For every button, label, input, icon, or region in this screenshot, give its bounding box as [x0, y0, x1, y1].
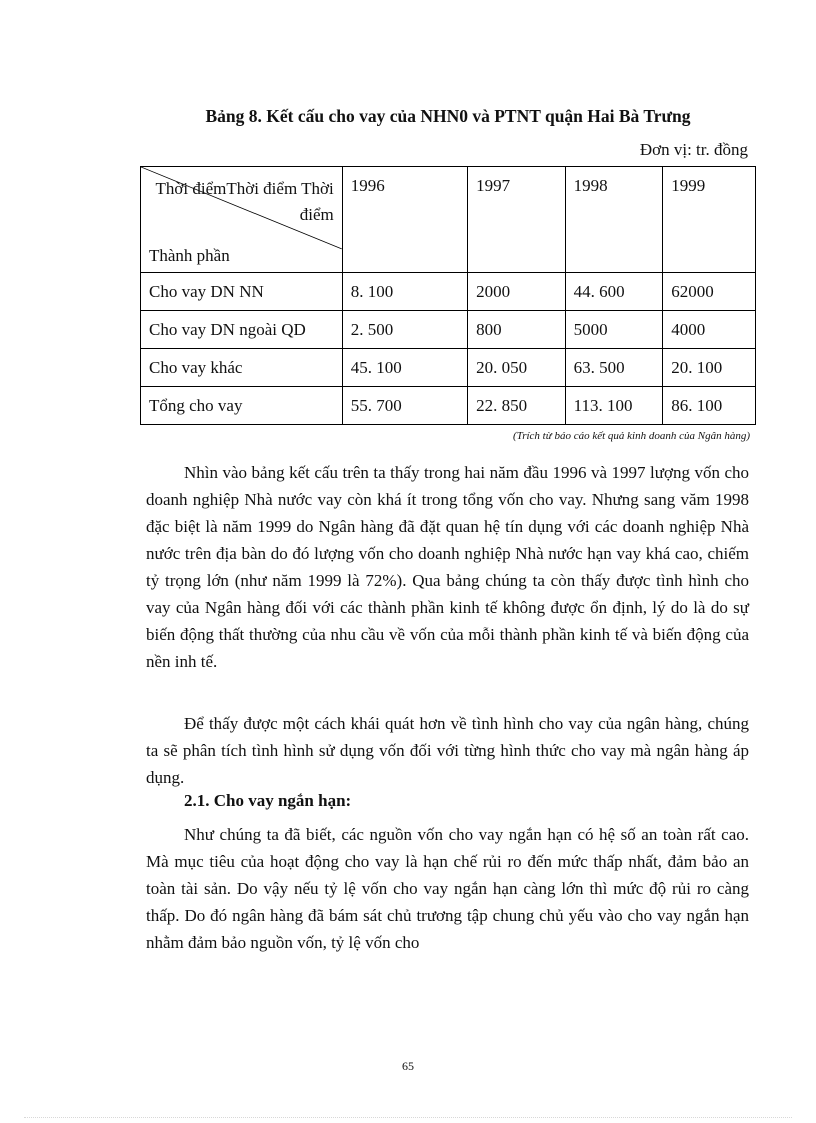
- table-title: Bảng 8. Kết cấu cho vay của NHN0 và PTNT quận Hai Bà Trưng: [205, 106, 691, 126]
- body-paragraph: Như chúng ta đã biết, các nguồn vốn cho vay ngắn hạn có hệ số an toàn rất cao. Mà mục tiêu của hoạt động cho vay là hạn chế rủi ro đến mức thấp nhất, đảm bảo an toàn tài sản. Do vậy nếu tỷ lệ vốn cho vay ngắn hạn càng lớn thì mức độ rủi ro càng thấp. Do đó ngân hàng đã bám sát chủ trương tập chung chủ yếu vào cho vay ngắn hạn nhằm đảm bảo nguồn vốn, tỷ lệ vốn cho: [146, 825, 749, 952]
- table-row: [141, 387, 756, 425]
- row-label: Cho vay khác: [141, 349, 343, 387]
- page-number: 65: [402, 1059, 414, 1073]
- section-heading: 2.1. Cho vay ngắn hạn:: [184, 791, 352, 810]
- table-cell: 44. 600: [565, 273, 663, 311]
- table-cell: 62000: [663, 273, 756, 311]
- header-time-label: Thời điểmThời điểm Thời điểm: [155, 179, 334, 224]
- table-cell: 5000: [565, 311, 663, 349]
- table-cell: 63. 500: [565, 349, 663, 387]
- table-row: [141, 273, 756, 311]
- diagonal-header-cell: [141, 167, 343, 273]
- year-header: 1999: [663, 167, 756, 273]
- table-row: [141, 311, 756, 349]
- table-cell: 2000: [468, 273, 566, 311]
- table-cell: 113. 100: [565, 387, 663, 425]
- unit-label: Đơn vị: tr. đồng: [639, 140, 748, 159]
- year-header: 1996: [342, 167, 467, 273]
- year-header: 1998: [565, 167, 663, 273]
- table-source-note: (Trích từ báo cáo kết quả kinh doanh của Ngân hàng): [513, 430, 750, 442]
- header-component-label: Thành phần: [149, 246, 230, 265]
- table-cell: 4000: [663, 311, 756, 349]
- body-paragraph: Để thấy được một cách khái quát hơn về tình hình cho vay của ngân hàng, chúng ta sẽ phân tích tình hình sử dụng vốn đối với từng hình thức cho vay mà ngân hàng áp dụng.: [146, 714, 749, 787]
- table-cell: 20. 050: [468, 349, 566, 387]
- year-header: 1997: [468, 167, 566, 273]
- body-paragraph: Nhìn vào bảng kết cấu trên ta thấy trong hai năm đầu 1996 và 1997 lượng vốn cho doanh nghiệp Nhà nước vay còn khá ít trong tổng vốn cho vay. Nhưng sang văm 1998 đặc biệt là năm 1999 do Ngân hàng đã đặt quan hệ tín dụng với các doanh nghiệp Nhà nước trên địa bàn do đó lượng vốn cho doanh nghiệp Nhà nước hạn vay khá cao, chiếm tỷ trọng lớn (như năm 1999 là 72%). Qua bảng chúng ta còn thấy được tình hình cho vay của Ngân hàng đối với các thành phần kinh tế không được ổn định, lý do là do sự biến động thất thường của nhu cầu về vốn của mỗi thành phần kinh tế và biến động của nền inh tế.: [146, 463, 749, 671]
- table-cell: 55. 700: [342, 387, 467, 425]
- table-cell: 22. 850: [468, 387, 566, 425]
- table-header-row: [141, 167, 756, 273]
- row-label: Cho vay DN ngoài QD: [141, 311, 343, 349]
- row-label: Cho vay DN NN: [141, 273, 343, 311]
- table-cell: 20. 100: [663, 349, 756, 387]
- table-cell: 45. 100: [342, 349, 467, 387]
- table-cell: 86. 100: [663, 387, 756, 425]
- table-cell: 2. 500: [342, 311, 467, 349]
- table-cell: 8. 100: [342, 273, 467, 311]
- table-row: [141, 349, 756, 387]
- loan-structure-table: [140, 166, 756, 425]
- page-footer-divider: [24, 1117, 792, 1118]
- row-label: Tổng cho vay: [141, 387, 343, 425]
- table-cell: 800: [468, 311, 566, 349]
